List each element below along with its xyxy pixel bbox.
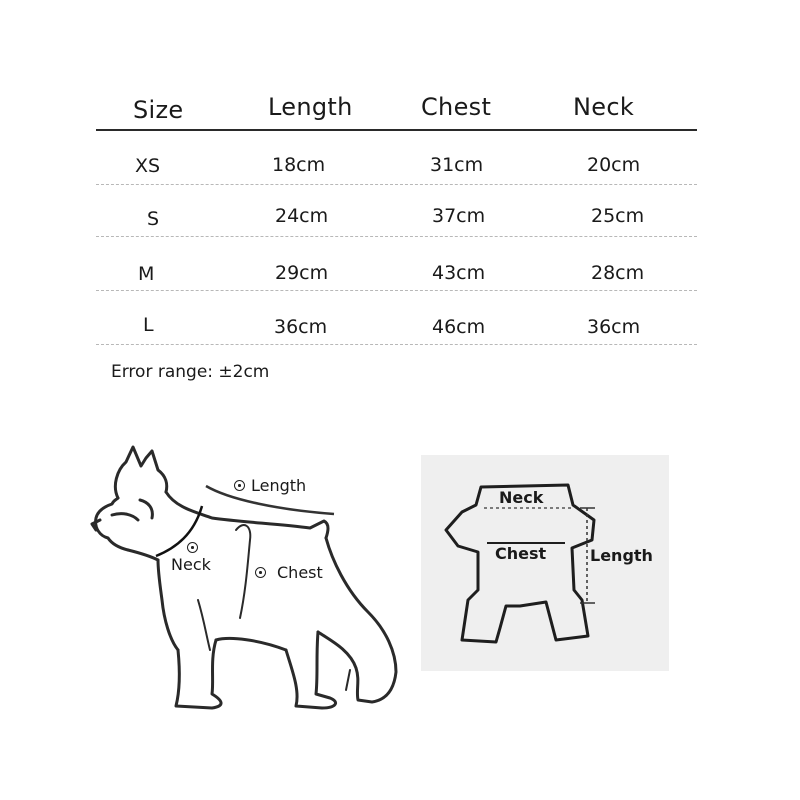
row-m-size: M [138,263,155,285]
row-s-size: S [147,208,160,230]
garment-chest-label: Chest [495,544,547,563]
garment-neck-label: Neck [499,488,544,507]
header-neck: Neck [573,93,635,121]
row-s-length: 24cm [275,205,329,227]
row-xs-size: XS [135,155,161,177]
dog-neck-label: Neck [171,555,211,574]
row-xs-length: 18cm [272,154,326,176]
circle-dot-icon [187,542,198,553]
dog-chest-label: Chest [277,563,323,582]
header-chest: Chest [421,93,492,121]
row-l-length: 36cm [274,316,328,338]
circle-dot-icon [234,480,245,491]
garment-illustration [446,485,594,642]
header-size: Size [133,96,184,124]
row-m-chest: 43cm [432,262,486,284]
header-length: Length [268,93,353,121]
row-l-neck: 36cm [587,316,641,338]
row-s-neck: 25cm [591,205,645,227]
dog-length-label: Length [251,476,307,495]
row-m-length: 29cm [275,262,329,284]
garment-length-label: Length [590,546,653,565]
row-xs-chest: 31cm [430,154,484,176]
error-range-note: Error range: ±2cm [111,362,270,382]
row-l-size: L [143,314,154,336]
row-l-chest: 46cm [432,316,486,338]
circle-dot-icon [255,567,266,578]
row-m-neck: 28cm [591,262,645,284]
row-s-chest: 37cm [432,205,486,227]
row-xs-neck: 20cm [587,154,641,176]
